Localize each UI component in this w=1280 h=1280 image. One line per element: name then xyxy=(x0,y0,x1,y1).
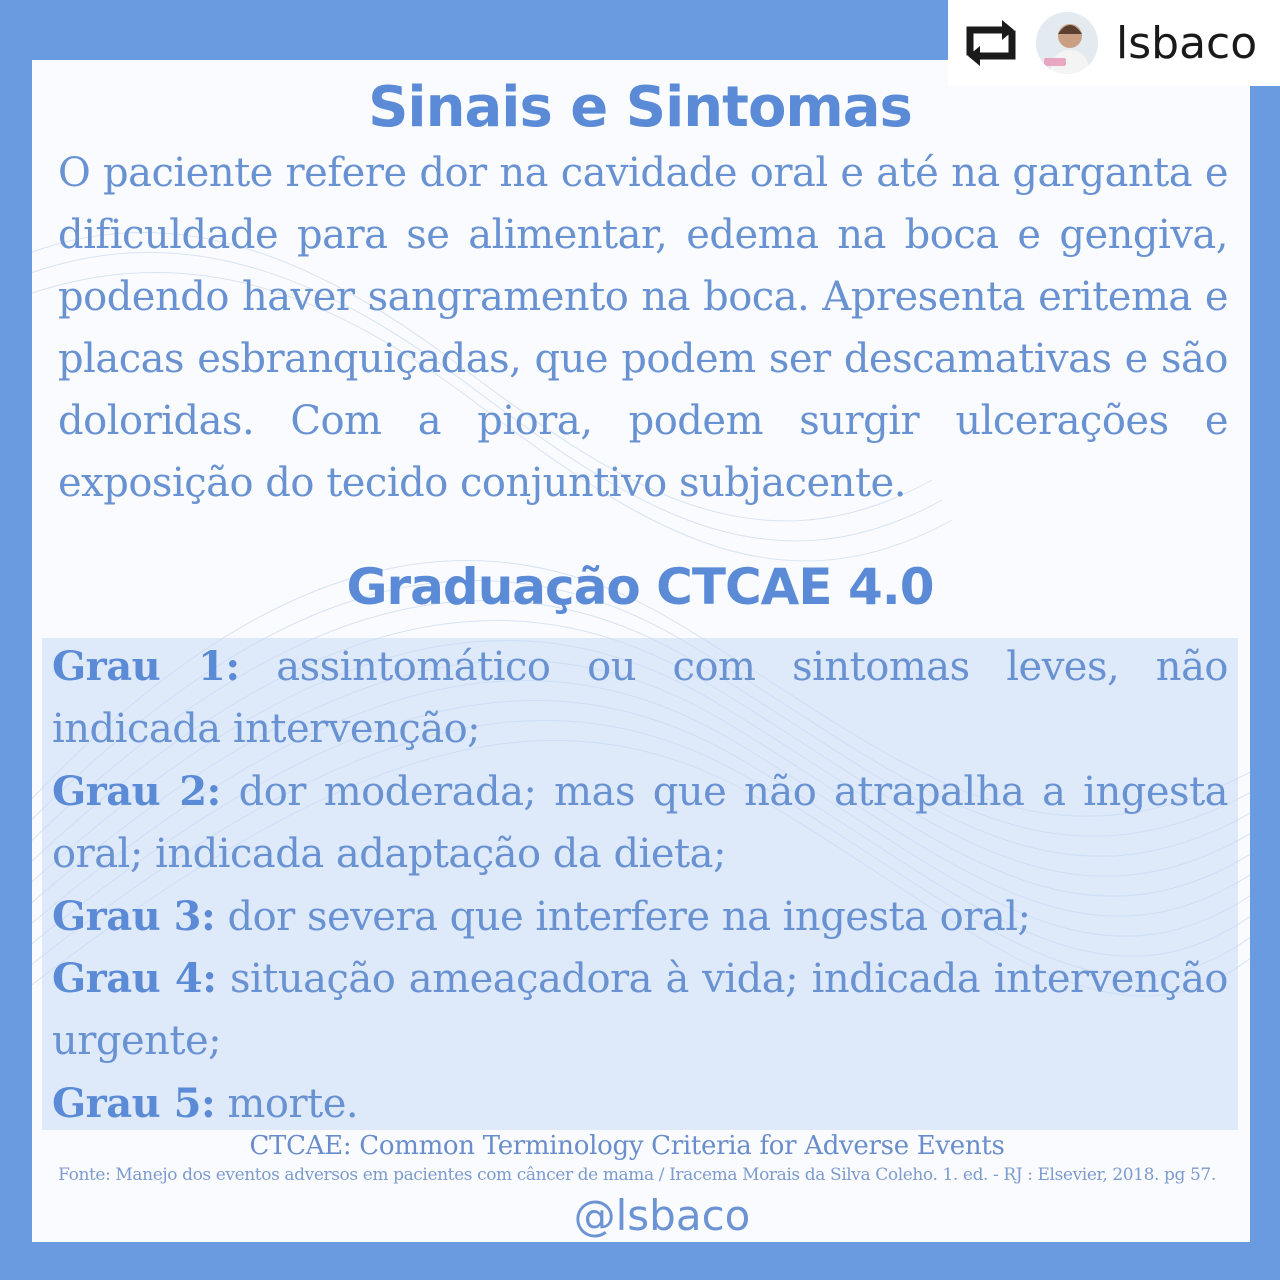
grade-text: assintomático ou com sintomas leves, não indicada intervenção; xyxy=(52,644,1228,753)
avatar-image xyxy=(1036,12,1098,74)
grade-item xyxy=(52,1073,1228,1135)
grade-text: dor severa que interfere na ingesta oral; xyxy=(215,893,1031,940)
grade-label: Grau 1: xyxy=(52,643,240,690)
grade-text: situação ameaçadora à vida; indicada intervenção urgente; xyxy=(52,956,1228,1065)
grade-label: Grau 5: xyxy=(52,1079,216,1127)
grade-text: morte. xyxy=(215,1080,359,1127)
grade-label: Grau 4: xyxy=(52,955,217,1003)
repost-username[interactable]: lsbaco xyxy=(1116,18,1258,69)
grade-text: dor moderada; mas que não atrapalha a ingesta oral; indicada adaptação da dieta; xyxy=(52,768,1228,878)
grade-item xyxy=(52,761,1228,886)
ctcae-note: CTCAE: Common Terminology Criteria for Adverse Events xyxy=(249,1131,1005,1161)
grade-item xyxy=(52,948,1228,1073)
grades-list xyxy=(52,636,1228,1135)
post-title: Sinais e Sintomas xyxy=(368,75,912,140)
grade-label: Grau 2: xyxy=(52,767,221,815)
grading-title: Graduação CTCAE 4.0 xyxy=(346,558,934,616)
author-handle: @lsbaco xyxy=(573,1191,751,1240)
repost-icon[interactable] xyxy=(962,18,1020,68)
grade-label: Grau 3: xyxy=(52,892,216,940)
avatar[interactable] xyxy=(1036,12,1098,74)
grade-item xyxy=(52,636,1228,761)
grade-item xyxy=(52,886,1228,948)
source-citation: Fonte: Manejo dos eventos adversos em pacientes com câncer de mama / Iracema Morais da Silva Coleho. 1. ed. - RJ : Elsevier, 2018. pg 57. xyxy=(58,1165,1216,1185)
symptoms-paragraph: O paciente refere dor na cavidade oral e até na garganta e dificuldade para se alimentar, edema na boca e gengiva, podendo haver sangramento na boca. Apresenta eritema e placas esbranquiçadas, que podem ser descamativas e são doloridas. Com a piora, podem surgir ulcerações e exposição do tecido conjuntivo subjacente. xyxy=(58,150,1228,506)
